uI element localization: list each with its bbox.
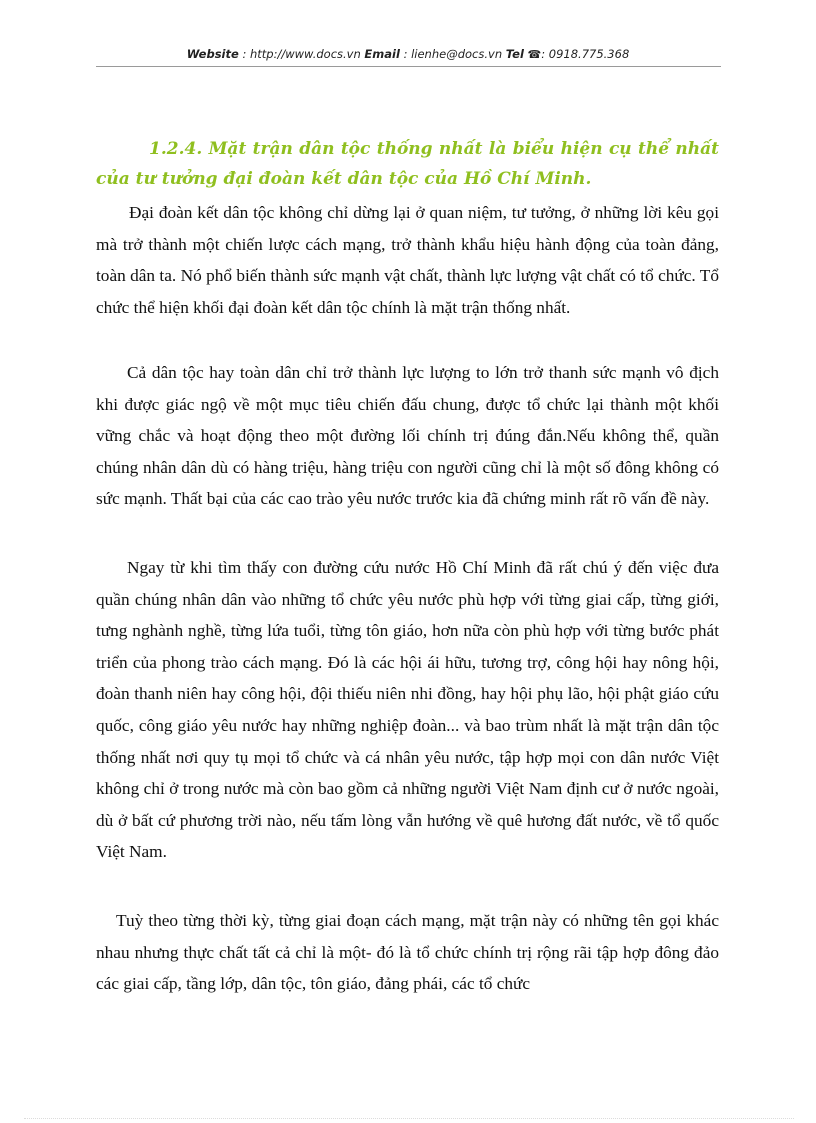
paragraph-4: Tuỳ theo từng thời kỳ, từng giai đoạn cách mạng, mặt trận này có những tên gọi khác nhau nhưng thực chất tất cả chỉ là một- đó là tổ chức chính trị rộng rãi tập hợp đông đảo các giai cấp, tầng lớp, dân tộc, tôn giáo, đảng phái, các tổ chức	[96, 911, 719, 994]
paragraph-1: Đại đoàn kết dân tộc không chỉ dừng lại ở quan niệm, tư tưởng, ở những lời kêu gọi mà trở thành một chiến lược cách mạng, trở thành khẩu hiệu hành động của toàn đảng, toàn dân ta. Nó phổ biến thành sức mạnh vật chất, thành lực lượng vật chất có tổ chức. Tổ chức thể hiện khối đại đoàn kết dân tộc chính là mặt trận thống nhất.	[96, 203, 719, 317]
section-heading: 1.2.4. Mặt trận dân tộc thống nhất là biểu hiện cụ thể nhất của tư tưởng đại đoàn kết dân tộc của Hồ Chí Minh.	[96, 139, 719, 189]
page-bottom-border	[24, 1118, 794, 1119]
paragraph-3: Ngay từ khi tìm thấy con đường cứu nước Hồ Chí Minh đã rất chú ý đến việc đưa quần chúng nhân dân vào những tổ chức yêu nước phù hợp với từng giai cấp, từng giới, tưng nghành nghề, từng lứa tuổi, từng tôn giáo, hơn nữa còn phù hợp với từng bước phát triển của phong trào cách mạng. Đó là các hội ái hữu, tương trợ, công hội hay nông hội, đoàn thanh niên hay công hội, đội thiếu niên nhi đồng, hay hội phụ lão, hội phật giáo cứu quốc, công giáo yêu nước hay những nghiệp đoàn... và bao trùm nhất là mặt trận dân tộc thống nhất nơi quy tụ mọi tổ chức và cá nhân yêu nước, tập hợp mọi con dân nước Việt không chỉ ở trong nước mà còn bao gồm cả những người Việt Nam định cư ở nước ngoài, dù ở bất cứ phương trời nào, nếu tấm lòng vẫn hướng về quê hương đất nước, về tổ quốc Việt Nam.	[96, 558, 719, 862]
website-link[interactable]: : http://www.docs.vn	[242, 47, 361, 61]
email-link[interactable]: : lienhe@docs.vn	[403, 47, 503, 61]
header-divider	[96, 66, 721, 67]
tel-value: : 0918.775.368	[541, 47, 630, 61]
page-header	[96, 47, 720, 65]
email-label: Email	[364, 47, 400, 61]
paragraph-2: Cả dân tộc hay toàn dân chỉ trở thành lực lượng to lớn trở thanh sức mạnh vô địch khi được giác ngộ về một mục tiêu chiến đấu chung, được tổ chức lại thành một khối vững chắc và hoạt động theo một đường lối chính trị đúng đắn.Nếu không thể, quần chúng nhân dân dù có hàng triệu, hàng triệu con người cũng chỉ là một số đông không có sức mạnh. Thất bại của các cao trào yêu nước trước kia đã chứng minh rất rõ vấn đề này.	[96, 363, 719, 509]
tel-label: Tel	[505, 47, 524, 61]
phone-icon: ☎	[527, 48, 542, 61]
website-label: Website	[186, 47, 239, 61]
